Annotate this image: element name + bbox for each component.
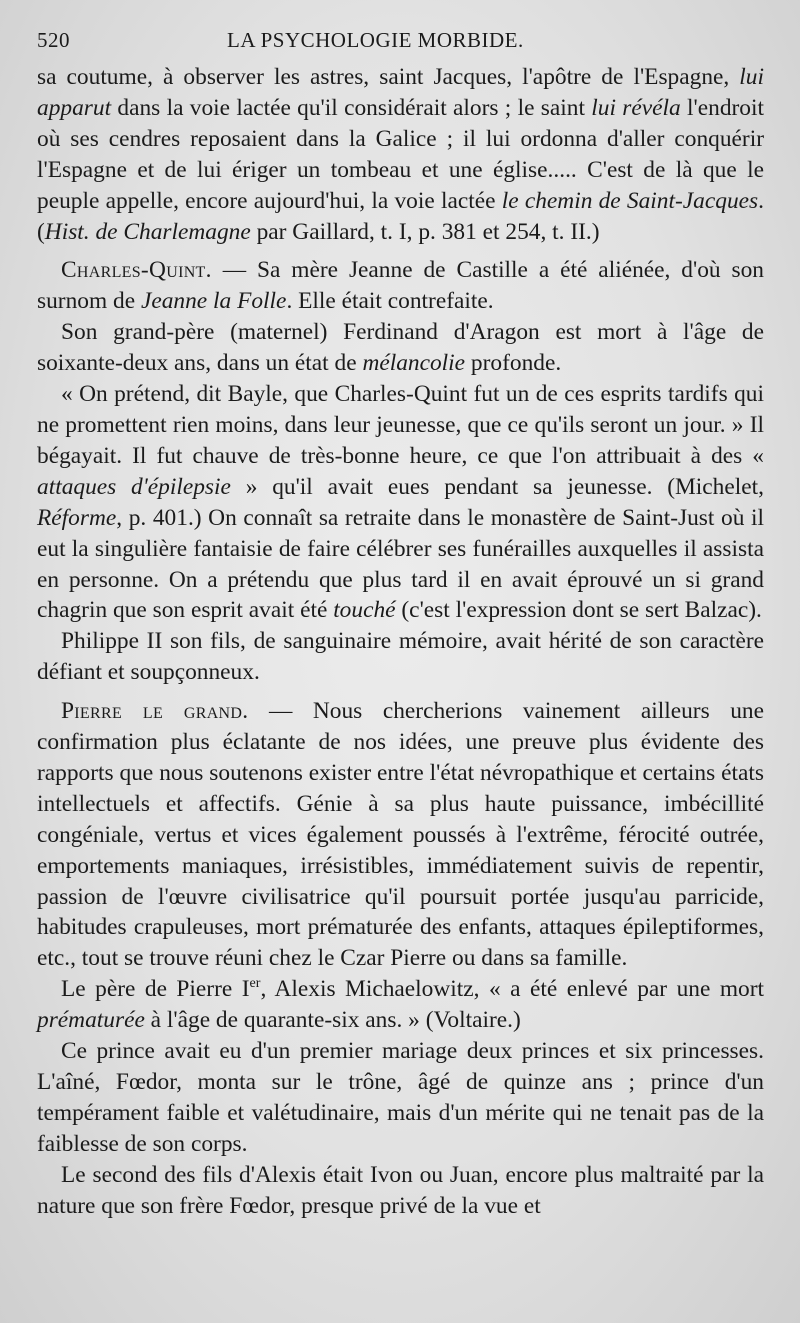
section-heading-pierre-le-grand: Pierre le grand.	[61, 698, 249, 725]
paragraph-saint-jacques: sa coutume, à observer les astres, saint Jacques, l'apôtre de l'Espagne, lui apparut dans la voie lactée qu'il considérait alors ; le saint lui révéla l'endroit où ses cendres reposaient dans la Galice ; il lui ordonna d'aller conquérir l'Espagne et de lui ériger un tombeau et une église..... C'est de là que le peuple appelle, encore aujourd'hui, la voie lactée le chemin de Saint-Jacques. (Hist. de Charlemagne par Gaillard, t. I, p. 381 et 254, t. II.)	[37, 64, 764, 245]
body-text	[37, 62, 764, 1222]
paragraph-alexis: Le père de Pierre Ier, Alexis Michaelowitz, « a été enlevé par une mort prématurée à l'âge de quarante-six ans. » (Voltaire.)	[37, 975, 764, 1034]
paragraph-ferdinand: Son grand-père (maternel) Ferdinand d'Aragon est mort à l'âge de soixante-deux ans, dans un état de mélancolie profonde.	[37, 319, 764, 377]
paragraph-charles-quint: Charles-Quint. — Sa mère Jeanne de Castille a été aliénée, d'où son surnom de Jeanne la Folle. Elle était contrefaite.	[37, 257, 764, 315]
page-number: 520	[37, 28, 70, 52]
paragraph-pierre-le-grand: Pierre le grand. — Nous chercherions vainement ailleurs une confirmation plus éclatante de nos idées, une preuve plus évidente des rapports que nous soutenons exister entre l'état névropathique et certains états intellectuels et affectifs. Génie à sa plus haute puissance, imbécillité congéniale, vertus et vices également poussés à l'extrême, férocité outrée, emportements maniaques, irrésistibles, immédiatement suivis de repentir, passion de l'œuvre civilisatrice qu'il poursuit portée jusqu'au parricide, habitudes crapuleuses, mort prématurée des enfants, attaques épileptiformes, etc., tout se trouve réuni chez le Czar Pierre ou dans sa famille.	[37, 698, 764, 972]
paragraph-foedor: Ce prince avait eu d'un premier mariage deux princes et six princesses. L'aîné, Fœdor, monta sur le trône, âgé de quinze ans ; prince d'un tempérament faible et valétudinaire, mais d'un mérite qui ne tenait pas de la faiblesse de son corps.	[37, 1038, 764, 1157]
paragraph-ivon: Le second des fils d'Alexis était Ivon ou Juan, encore plus maltraité par la nature que son frère Fœdor, presque privé de la vue et	[37, 1161, 764, 1219]
running-title: LA PSYCHOLOGIE MORBIDE.	[227, 28, 524, 52]
section-heading-charles-quint: Charles-Quint.	[61, 257, 212, 284]
page-header	[37, 28, 764, 62]
paragraph-philippe: Philippe II son fils, de sanguinaire mémoire, avait hérité de son caractère défiant et soupçonneux.	[37, 628, 764, 686]
paragraph-bayle: « On prétend, dit Bayle, que Charles-Quint fut un de ces esprits tardifs qui ne promettent rien moins, dans leur jeunesse, que ce qu'ils seront un jour. » Il bégayait. Il fut chauve de très-bonne heure, ce que l'on attribuait à des « attaques d'épilepsie » qu'il avait eues pendant sa jeunesse. (Michelet, Réforme, p. 401.) On connaît sa retraite dans le monastère de Saint-Just où il eut la singulière fantaisie de faire célébrer ses funérailles auxquelles il assista en personne. On a prétendu que plus tard il en avait éprouvé un si grand chagrin que son esprit avait été touché (c'est l'expression dont se sert Balzac).	[37, 381, 764, 624]
